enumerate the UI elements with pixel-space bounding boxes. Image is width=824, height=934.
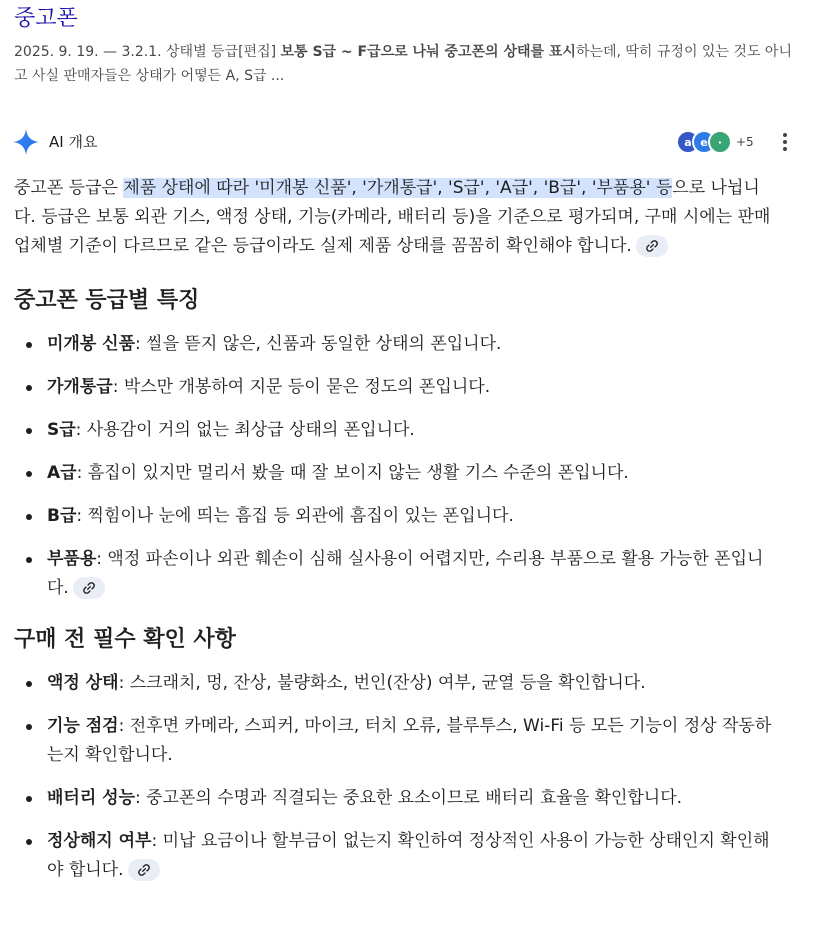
link-chip-icon[interactable] [73,577,105,599]
item-desc: : 박스만 개봉하여 지문 등이 묻은 정도의 폰입니다. [112,377,491,397]
list-item [14,545,774,603]
item-desc: : 전후면 카메라, 스피커, 마이크, 터치 오류, 블루투스, Wi-Fi 등 모든 기능이 정상 작동하는지 확인합니다. [47,716,772,765]
item-term: 미개봉 신품 [47,334,136,354]
item-desc: : 사용감이 거의 없는 최상급 상태의 폰입니다. [75,420,415,440]
sources-more-count[interactable]: +5 [736,135,754,149]
item-term: B급 [47,506,77,526]
intro-before: 중고폰 등급은 [14,178,124,198]
item-desc: : 흠집이 있지만 멀리서 봤을 때 잘 보이지 않는 생활 기스 수준의 폰입니다. [76,463,629,483]
list-item [14,827,774,885]
list-item [14,502,774,531]
snippet-bold: 보통 S급 ~ F급으로 나눠 중고폰의 상태를 표시 [280,44,576,60]
item-term: 부품용 [47,549,97,569]
a-logo-icon[interactable]: a [676,130,700,154]
ai-overview-body [14,174,774,885]
list-item [14,712,774,770]
section-checklist-title: 구매 전 필수 확인 사항 [14,627,236,652]
snippet-rest: 하는데, 딱히 규정이 있는 것도 아니고 사실 판매자들은 상태가 어떻든 A, S급 ... [14,44,792,84]
ai-sparkle-icon [12,128,40,156]
checklist-list [14,669,774,885]
list-item [14,459,774,488]
green-source-icon[interactable]: · [708,130,732,154]
intro-paragraph [14,174,774,261]
result-title-link[interactable]: 중고폰 [14,6,78,31]
item-desc: : 액정 파손이나 외관 훼손이 심해 실사용이 어렵지만, 수리용 부품으로 활용 가능한 폰입니다. [47,549,764,598]
e-logo-icon[interactable]: e [692,130,716,154]
item-desc: : 미납 요금이나 할부금이 없는지 확인하여 정상적인 사용이 가능한 상태인지 확인해야 합니다. [47,831,770,880]
list-item [14,784,774,813]
item-desc: : 씰을 뜯지 않은, 신품과 동일한 상태의 폰입니다. [135,334,502,354]
item-term: 액정 상태 [47,673,119,693]
list-item [14,416,774,445]
item-desc: : 찍힘이나 눈에 띄는 흠집 등 외관에 흠집이 있는 폰입니다. [76,506,514,526]
intro-highlight: 제품 상태에 따라 '미개봉 신품', '가개통급', 'S급', 'A급', 'B급', '부품용' 등 [123,178,673,198]
grades-list [14,330,774,603]
item-term: 배터리 성능 [47,788,136,808]
item-desc: : 스크래치, 멍, 잔상, 불량화소, 번인(잔상) 여부, 균열 등을 확인합니다. [118,673,646,693]
item-term: S급 [47,420,76,440]
item-term: A급 [47,463,77,483]
list-item [14,373,774,402]
section-grades-title: 중고폰 등급별 특징 [14,288,200,313]
ai-overview-label: AI 개요 [49,133,98,151]
list-item [14,669,774,698]
intro-after: 으로 나뉩니다. 등급은 보통 외관 기스, 액정 상태, 기능(카메라, 배터리 등)을 기준으로 평가되며, 구매 시에는 판매업체별 기준이 다르므로 같은 등급이라도 실제 제품 상태를 꼼꼼히 확인해야 합니다. [14,178,771,256]
item-term: 정상해지 여부 [47,831,152,851]
search-result [14,4,804,88]
item-desc: : 중고폰의 수명과 직결되는 중요한 요소이므로 배터리 효율을 확인합니다. [135,788,683,808]
item-term: 가개통급 [47,377,113,397]
link-chip-icon[interactable] [128,859,160,881]
link-chip-icon[interactable] [636,235,668,257]
snippet-date: 2025. 9. 19. — 3.2.1. 상태별 등급[편집] [14,44,281,60]
result-snippet [14,40,794,88]
item-term: 기능 점검 [47,716,119,736]
list-item [14,330,774,359]
source-avatars[interactable] [676,129,754,155]
more-options-icon[interactable] [776,130,794,154]
ai-overview-header [12,126,812,158]
